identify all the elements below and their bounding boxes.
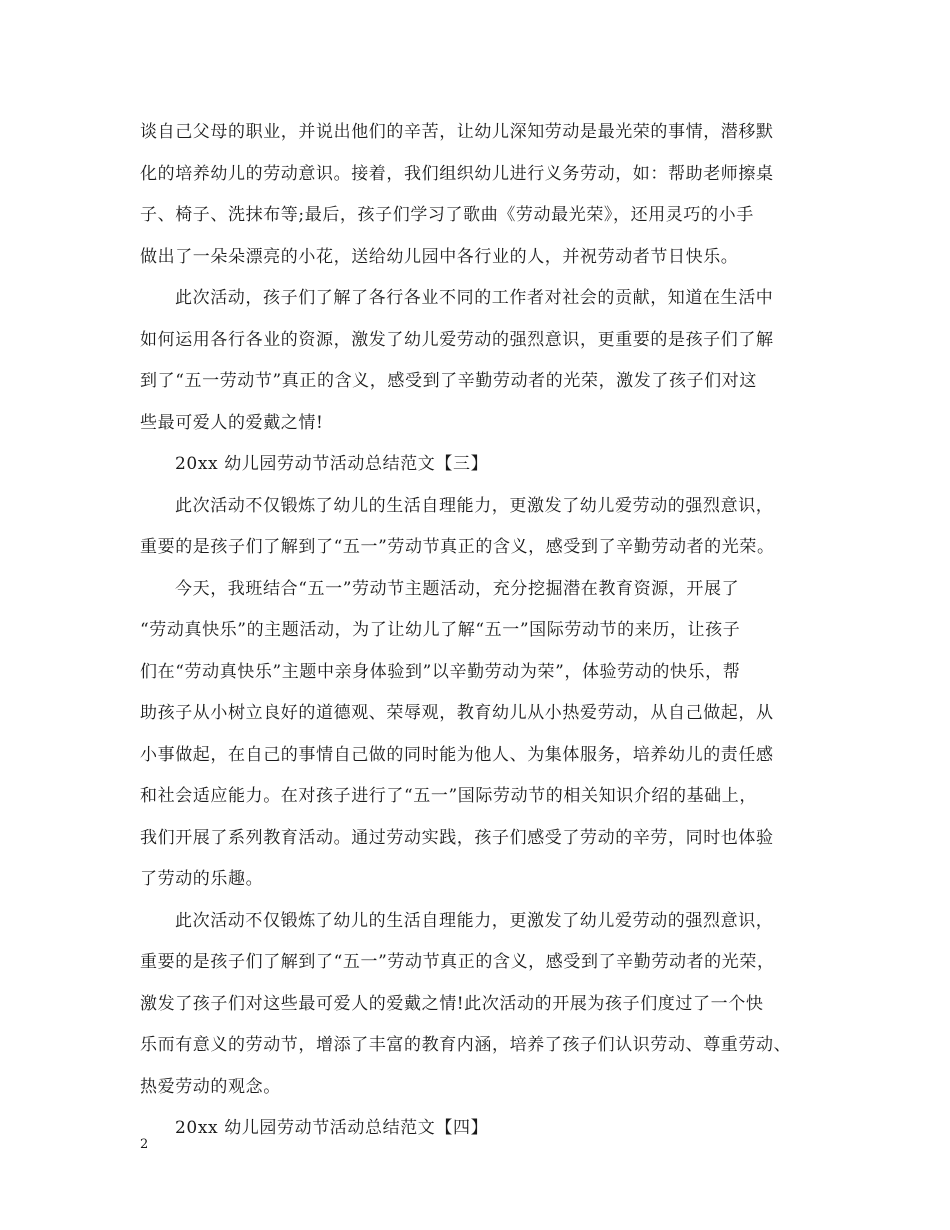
text-line: 化的培养幼儿的劳动意识。接着，我们组织幼儿进行义务劳动，如：帮助老师擦桌 bbox=[140, 163, 774, 184]
text-line: 此次活动，孩子们了解了各行各业不同的工作者对社会的贡献，知道在生活中 bbox=[175, 288, 774, 308]
text-line: 20xx 幼儿园劳动节活动总结范文【三】 bbox=[175, 454, 489, 474]
paragraph bbox=[140, 901, 830, 1109]
text-line: 小事做起，在自己的事情自己做的同时能为他人、为集体服务，培养幼儿的责任感 bbox=[140, 744, 774, 765]
paragraph bbox=[140, 112, 830, 278]
section-heading bbox=[140, 1108, 830, 1150]
text-line: 和社会适应能力。在对孩子进行了“五一”国际劳动节的相关知识介绍的基础上， bbox=[140, 786, 757, 806]
text-line: 助孩子从小树立良好的道德观、荣辱观，教育幼儿从小热爱劳动，从自己做起，从 bbox=[140, 703, 774, 723]
page-number: 2 bbox=[140, 1137, 149, 1152]
text-line: 此次活动不仅锻炼了幼儿的生活自理能力，更激发了幼儿爱劳动的强烈意识， bbox=[175, 910, 774, 931]
text-line: 重要的是孩子们了解到了“五一”劳动节真正的含义，感受到了辛勤劳动者的光荣， bbox=[140, 952, 775, 972]
text-line: 20xx 幼儿园劳动节活动总结范文【四】 bbox=[175, 1118, 489, 1138]
text-line: “劳动真快乐”的主题活动，为了让幼儿了解“五一”国际劳动节的来历，让孩子 bbox=[140, 620, 741, 640]
text-line: 们在“劳动真快乐”主题中亲身体验到”以辛勤劳动为荣”，体验劳动的快乐，帮 bbox=[140, 661, 741, 682]
paragraph bbox=[140, 486, 830, 569]
document-body bbox=[140, 112, 830, 1150]
text-line: 谈自己父母的职业，并说出他们的辛苦，让幼儿深知劳动是最光荣的事情，潜移默 bbox=[140, 122, 774, 142]
text-line: 子、椅子、洗抹布等;最后，孩子们学习了歌曲《劳动最光荣》，还用灵巧的小手 bbox=[140, 205, 754, 225]
text-line: 此次活动不仅锻炼了幼儿的生活自理能力，更激发了幼儿爱劳动的强烈意识， bbox=[175, 495, 774, 516]
text-line: 重要的是孩子们了解到了“五一”劳动节真正的含义，感受到了辛勤劳动者的光荣。 bbox=[140, 537, 775, 557]
text-line: 激发了孩子们对这些最可爱人的爱戴之情!此次活动的开展为孩子们度过了一个快 bbox=[140, 993, 764, 1014]
text-line: 如何运用各行各业的资源，激发了幼儿爱劳动的强烈意识，更重要的是孩子们了解 bbox=[140, 329, 774, 350]
text-line: 我们开展了系列教育活动。通过劳动实践，孩子们感受了劳动的辛劳，同时也体验 bbox=[140, 827, 774, 848]
text-line: 了劳动的乐趣。 bbox=[140, 869, 264, 889]
section-heading bbox=[140, 444, 830, 486]
text-line: 热爱劳动的观念。 bbox=[140, 1076, 281, 1097]
paragraph bbox=[140, 278, 830, 444]
paragraph bbox=[140, 569, 830, 901]
text-line: 到了“五一劳动节”真正的含义，感受到了辛勤劳动者的光荣，激发了孩子们对这 bbox=[140, 371, 757, 391]
text-line: 今天，我班结合“五一”劳动节主题活动，充分挖掘潜在教育资源，开展了 bbox=[175, 578, 740, 599]
text-line: 做出了一朵朵漂亮的小花，送给幼儿园中各行业的人，并祝劳动者节日快乐。 bbox=[140, 246, 739, 267]
text-line: 些最可爱人的爱戴之情! bbox=[140, 412, 324, 433]
text-line: 乐而有意义的劳动节，增添了丰富的教育内涵，培养了孩子们认识劳动、尊重劳动、 bbox=[140, 1035, 792, 1055]
